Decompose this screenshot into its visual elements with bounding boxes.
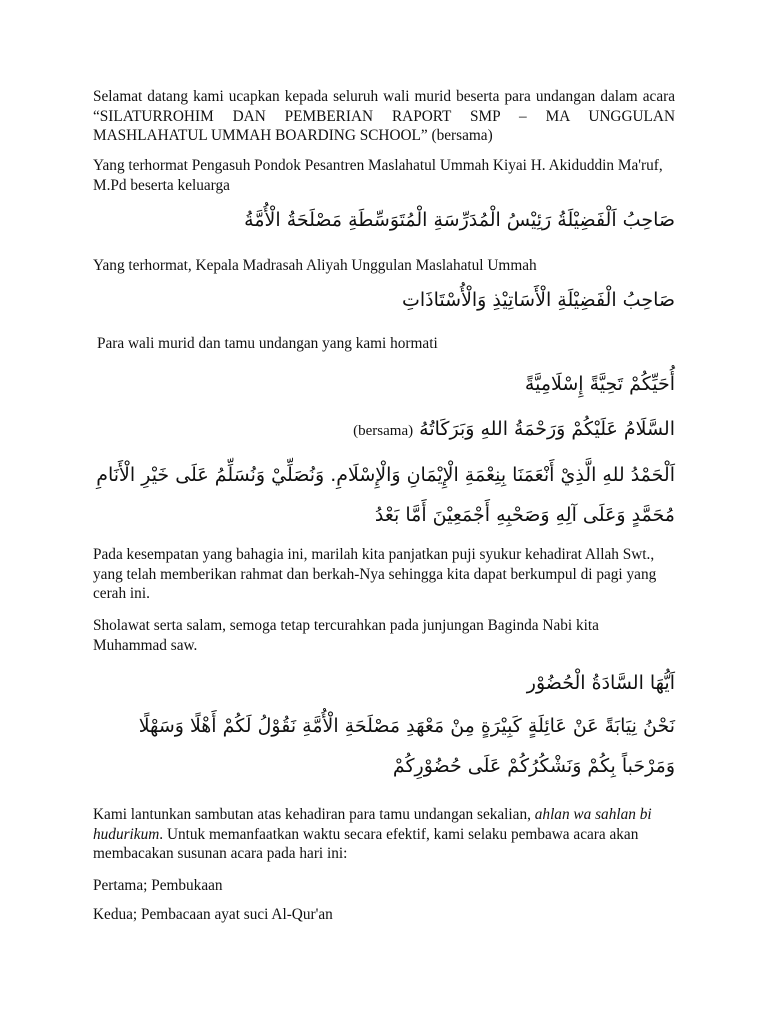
sholawat-paragraph: Sholawat serta salam, semoga tetap tercurahkan pada junjungan Baginda Nabi kita Muhammad saw. [93,617,599,654]
welcome-agenda-paragraph [93,805,675,864]
welcome-phrase: ahlan wa sahlan bi hudurikum [93,806,652,843]
agenda-item-2: Kedua; Pembacaan ayat suci Al-Qur'an [93,906,333,923]
agenda-item-1: Pertama; Pembukaan [93,877,223,894]
greeting-pengasuh: Yang terhormat Pengasuh Pondok Pesantren Maslahatul Ummah Kiyai H. Akiduddin Ma'ruf, M.Pd beserta keluarga [93,157,663,194]
arabic-address-audience: اَيُّهَا السَّادَةُ الْحُضُوْر [526,672,675,694]
gratitude-paragraph: Pada kesempatan yang bahagia ini, marilah kita panjatkan puji syukur kehadirat Allah Swt., yang telah memberikan rahmat dan berkah-Nya sehingga kita dapat berkumpul di pagi yang cerah ini. [93,546,657,602]
salam-note: (bersama) [353,423,414,439]
greeting-kepala-madrasah: Yang terhormat, Kepala Madrasah Aliyah Unggulan Maslahatul Ummah [93,257,537,274]
welcome-paragraph: Selamat datang kami ucapkan kepada seluruh wali murid beserta para undangan dalam acara “SILATURROHIM DAN PEMBERIAN RAPORT SMP – MA UNGGULAN MASHLAHATUL UMMAH BOARDING SCHOOL” (bersama) [93,88,675,144]
welcome-agenda-text-a: Kami lantunkan sambutan atas kehadiran para tamu undangan sekalian, [93,806,535,823]
arabic-salam-line [93,412,675,448]
welcome-agenda-text-b: . Untuk memanfaatkan waktu secara efektif, kami selaku pembawa acara akan membacakan susunan acara pada hari ini: [93,825,639,862]
arabic-opening-praise: اَلْحَمْدُ للهِ الَّذِيْ أَنْعَمَنَا بِنِعْمَةِ الْإِيْمَانِ وَالْإِسْلَامِ. وَنُصَلِّيْ وَنُسَلِّمُ عَلَى خَيْرِ الْأَنَامِ مُحَمَّدٍ وَعَلَى آلِهِ وَصَحْبِهِ أَجْمَعِيْنَ أَمَّا بَعْدُ [96,464,675,526]
arabic-islamic-greeting: أُحَيِّكُمْ تَحِيَّةً إِسْلَامِيَّةً [524,373,675,395]
arabic-welcome-family: نَحْنُ نِيَابَةً عَنْ عَائِلَةٍ كَبِيْرَةٍ مِنْ مَعْهَدِ مَصْلَحَةِ الْأُمَّةِ نَقُوْلُ لَكُمْ أَهْلًا وَسَهْلًا وَمَرْحَباً بِكُمْ وَنَشْكُرُكُمْ عَلَى حُضُوْرِكُمْ [138,715,675,777]
greeting-parents-guests: Para wali murid dan tamu undangan yang kami hormati [97,335,438,352]
arabic-greeting-teachers: صَاحِبُ الْفَضِيْلَةِ الْأَسَاتِيْذِ وَالْأُسْتَاذَاتِ [402,289,675,311]
arabic-greeting-headmaster: صَاحِبُ اَلْفَضِيْلَةُ رَئِيْسُ الْمُدَرِّسَةِ الْمُتَوَسِّطَةِ مَصْلَحَةُ الْأُمَّةُ [244,209,675,231]
arabic-salam: السَّلَامُ عَلَيْكُمْ وَرَحْمَةُ اللهِ وَبَرَكَاتُهُ [419,418,675,440]
